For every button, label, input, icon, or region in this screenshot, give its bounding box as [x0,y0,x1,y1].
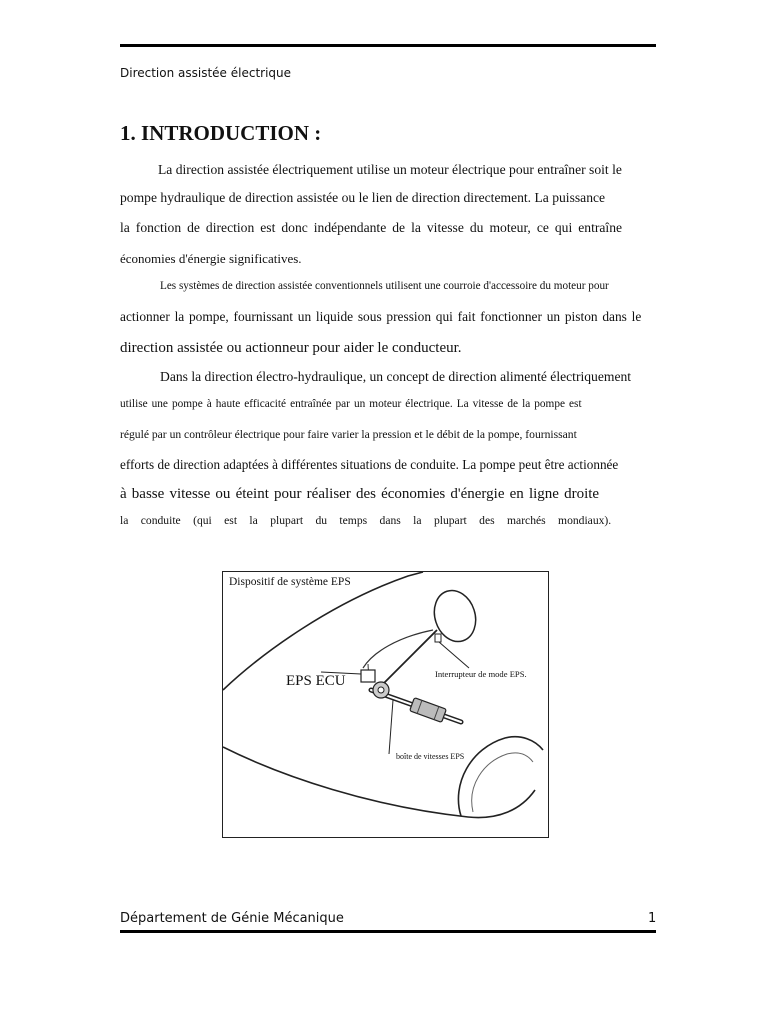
mode-switch-label: Interrupteur de mode EPS. [435,669,527,679]
figure-caption: Dispositif de système EPS [229,576,351,588]
p3-line-4: efforts de direction adaptées à différentes situations de conduite. La pompe peut être actionnée [120,457,619,472]
p3-line-3: régulé par un contrôleur électrique pour faire varier la pression et le débit de la pompe, fournissant [120,428,577,441]
ecu-box [361,670,375,682]
p3-line-5: à basse vitesse ou éteint pour réaliser des économies d'énergie en ligne droite [120,486,600,502]
ecu-label: EPS ECU [286,673,346,689]
p1-line-3 [120,220,683,236]
footer-department: Département de Génie Mécanique [120,911,344,926]
p3-line-6: la conduite (qui est la plupart du temps dans la plupart des marchés mondiaux). [120,514,612,527]
p1-line-2: pompe hydraulique de direction assistée ou le lien de direction directement. La puissance [120,190,606,205]
header-title: Direction assistée électrique [120,66,292,80]
header-rule [120,44,656,47]
p2-line-1: Les systèmes de direction assistée conventionnels utilisent une courroie d'accessoire du moteur pour [160,280,609,292]
page-number: 1 [648,911,657,926]
wiring-harness [363,630,433,668]
p3-line-2: utilise une pompe à haute efficacité entraînée par un moteur électrique. La vitesse de la pompe est [120,398,582,410]
wheel-arch [458,737,543,816]
p2-line-2: actionner la pompe, fournissant un liquide sous pression qui fait fonctionner un piston dans le [120,309,642,324]
p2-line-3: direction assistée ou actionneur pour aider le conducteur. [120,340,462,356]
leader-switch [439,642,469,668]
car-hood-outline [223,747,535,818]
mode-switch-box [435,634,441,642]
p1-line-4: économies d'énergie significatives. [120,251,302,266]
p1-line-1: La direction assistée électriquement utilise un moteur électrique pour entraîner soit le [158,162,622,177]
p3-line-1: Dans la direction électro-hydraulique, un concept de direction alimenté électriquement [160,369,632,384]
steering-column [379,630,437,688]
p1-line-3-text: la fonction de direction est donc indépendante de la vitesse du moteur, ce qui entraîne [120,220,623,235]
footer-rule [120,930,656,933]
eps-figure [222,571,549,838]
eps-car-illustration [223,572,549,838]
gearbox-label: boîte de vitesses EPS [396,752,465,761]
section-heading: 1. INTRODUCTION : [120,121,322,145]
eps-motor [410,698,447,723]
leader-gearbox [389,700,393,754]
